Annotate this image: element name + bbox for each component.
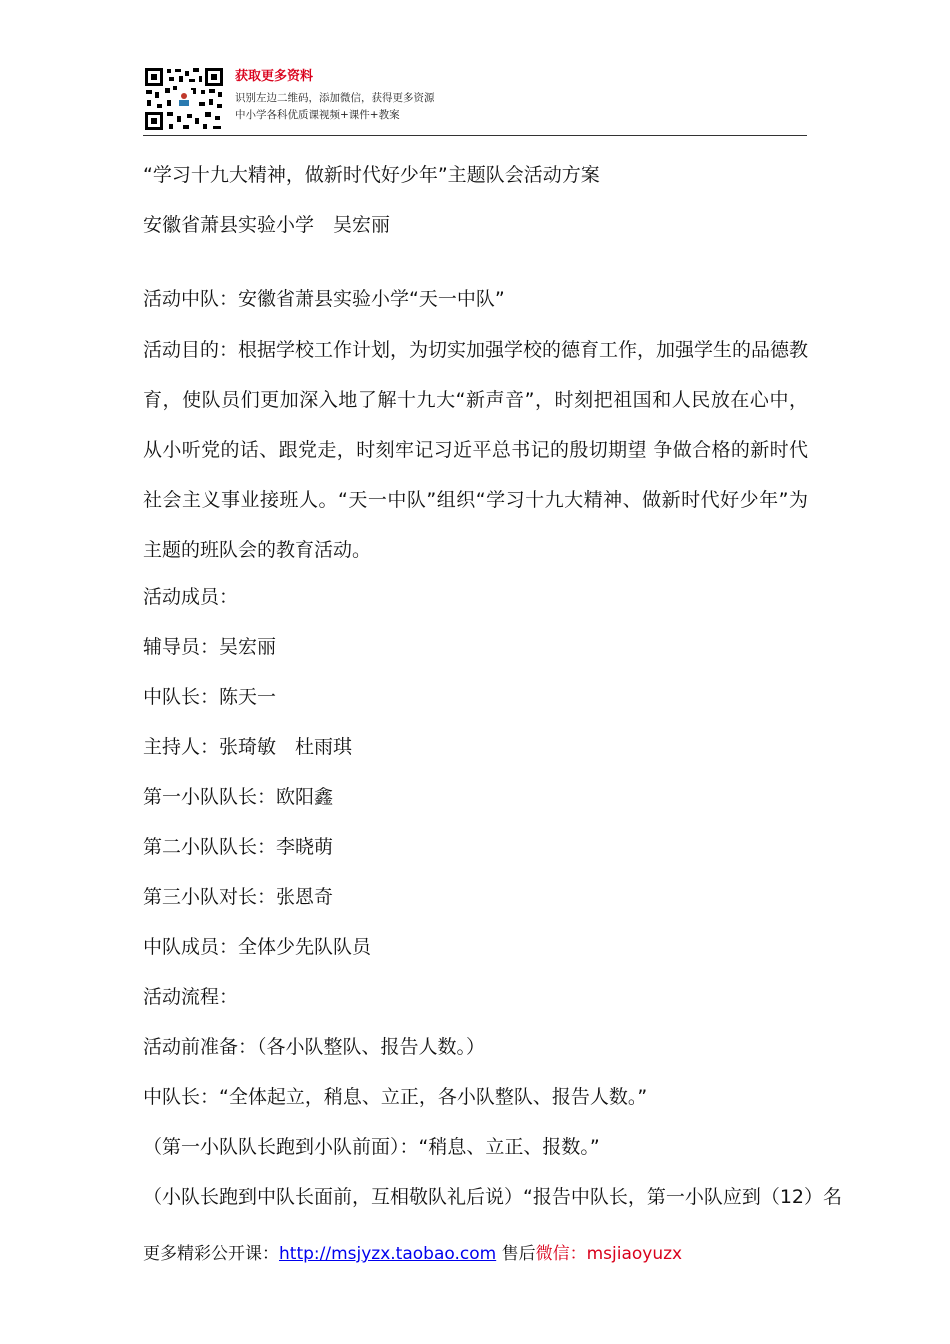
members-heading: 活动成员： bbox=[143, 586, 239, 608]
activity-purpose: 活动目的：根据学校工作计划，为切实加强学校的德育工作，加强学生的品德教育，使队员们更加深入地了解十九大“新声音”，时刻把祖国和人民放在心中，从小听党的话、跟党走，时刻牢记习近平总书记的殷切期望 争做合格的新时代社会主义事业接班人。“天一中队”组织“学习十九大精神、做新时代好少年”为主题的班队会的教育活动。 bbox=[143, 339, 809, 561]
footer-link[interactable]: http://msjyzx.taobao.com bbox=[279, 1244, 497, 1264]
hosts: 主持人：张琦敏 杜雨琪 bbox=[143, 736, 353, 758]
team3-leader: 第三小队对长：张恩奇 bbox=[143, 886, 334, 908]
qr-code-icon bbox=[143, 66, 225, 132]
banner-text bbox=[235, 68, 435, 124]
report-line: （小队长跑到中队长面前，互相敬队礼后说）“报告中队长，第一小队应到（12）名 bbox=[143, 1186, 843, 1208]
footer-wechat-label: 微信： bbox=[535, 1244, 587, 1264]
counselor: 辅导员：吴宏丽 bbox=[143, 636, 277, 658]
footer-prefix: 更多精彩公开课： bbox=[143, 1244, 279, 1264]
leader-command: 中队长：“全体起立，稍息、立正，各小队整队、报告人数。” bbox=[143, 1086, 648, 1108]
document-author: 安徽省萧县实验小学 吴宏丽 bbox=[143, 214, 391, 236]
banner-line-2: 中小学各科优质课视频+课件+教案 bbox=[235, 109, 400, 121]
team2-leader: 第二小队队长：李晓萌 bbox=[143, 836, 334, 858]
footer-middle: 售后 bbox=[496, 1244, 536, 1264]
header-banner bbox=[143, 66, 807, 136]
document-title: “学习十九大精神，做新时代好少年”主题队会活动方案 bbox=[143, 164, 600, 186]
team1-leader: 第一小队队长：欧阳鑫 bbox=[143, 786, 334, 808]
team1-command: （第一小队队长跑到小队前面）：“稍息、立正、报数。” bbox=[143, 1136, 600, 1158]
activity-squad: 活动中队：安徽省萧县实验小学“天一中队” bbox=[143, 288, 505, 310]
header-divider bbox=[143, 135, 807, 136]
squad-leader: 中队长：陈天一 bbox=[143, 686, 277, 708]
banner-line-1: 识别左边二维码，添加微信，获得更多资源 bbox=[235, 92, 435, 104]
process-heading: 活动流程： bbox=[143, 986, 239, 1008]
footer-wechat-id: msjiaoyuzx bbox=[586, 1244, 683, 1264]
squad-members: 中队成员：全体少先队队员 bbox=[143, 936, 372, 958]
preparation: 活动前准备：（各小队整队、报告人数。） bbox=[143, 1036, 486, 1058]
footer bbox=[143, 1239, 682, 1264]
banner-title: 获取更多资料 bbox=[235, 69, 314, 84]
